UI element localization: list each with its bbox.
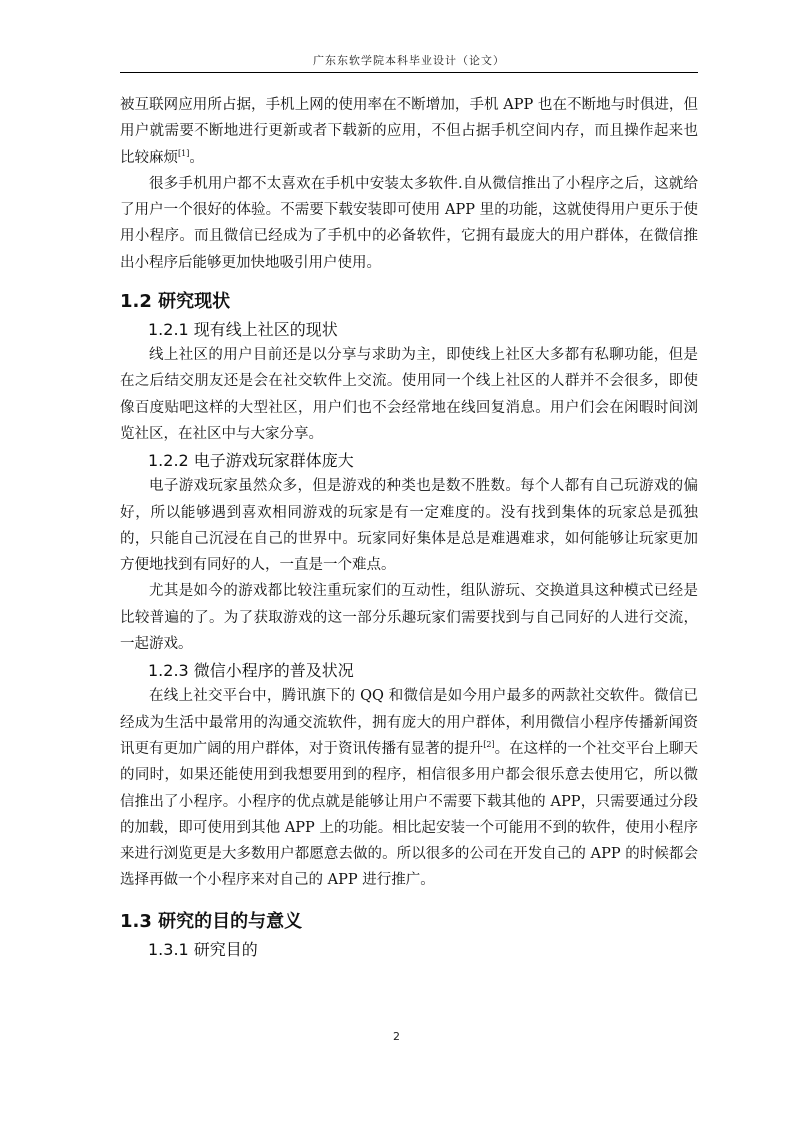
paragraph: 尤其是如今的游戏都比较注重玩家们的互动性，组队游玩、交换道具这种模式已经是比较普遍的了。为了获取游戏的这一部分乐趣玩家们需要找到与自己同好的人进行交流，一起游戏。	[120, 583, 698, 653]
paragraph-text: 在线上社交平台中，腾讯旗下的 QQ 和微信是如今用户最多的两款社交软件。微信已经成为生活中最常用的沟通交流软件，拥有庞大的用户群体，利用微信小程序传播新闻资讯更有更加广阔的用户群体，对于资讯传播有显著的提升	[120, 688, 698, 757]
paragraph-text-cont: 。在这样的一个社交平台上聊天的同时，如果还能使用到我想要用到的程序，相信很多用户都会很乐意去使用它，所以微信推出了小程序。小程序的优点就是能够让用户不需要下载其他的 APP，只需要通过分段的加载，即可使用到其他 APP 上的功能。相比起安装一个可能用不到的软件，使用小程序来进行浏览更是大多数用户都愿意去做的。所以很多的公司在开发自己的 APP 的时候都会选择再做一个小程序来对自己的 APP 进行推广。	[120, 740, 699, 889]
subsection-heading: 1.2.3 微信小程序的普及状况	[148, 661, 354, 681]
citation-ref: [2]	[483, 739, 495, 749]
section-heading: 1.3 研究的目的与意义	[120, 910, 303, 932]
header-rule	[120, 72, 698, 73]
paragraph: 很多手机用户都不太喜欢在手机中安装太多软件.自从微信推出了小程序之后，这就给了用户一个很好的体验。不需要下载安装即可使用 APP 里的功能，这就使得用户更乐于使用小程序。而且微信已经成为了手机中的必备软件，它拥有最庞大的用户群体，在微信推出小程序后能够更加快地吸引用户使用。	[120, 175, 698, 271]
paragraph-text: 被互联网应用所占据，手机上网的使用率在不断增加，手机 APP 也在不断地与时俱进，但用户就需要不断地进行更新或者下载新的应用，不但占据手机空间内存，而且操作起来也比较麻烦	[120, 97, 698, 166]
paragraph: 线上社区的用户目前还是以分享与求助为主，即使线上社区大多都有私聊功能，但是在之后结交朋友还是会在社交软件上交流。使用同一个线上社区的人群并不会很多，即使像百度贴吧这样的大型社区，用户们也不会经常地在线回复消息。用户们会在闲暇时间浏览社区，在社区中与大家分享。	[120, 347, 698, 442]
page-number: 2	[393, 1030, 400, 1043]
subsection-heading: 1.2.1 现有线上社区的现状	[148, 320, 338, 340]
subsection-heading: 1.3.1 研究目的	[148, 939, 258, 959]
section-heading: 1.2 研究现状	[120, 291, 231, 313]
paragraph	[120, 92, 698, 171]
paragraph	[120, 683, 698, 893]
document-body	[120, 92, 698, 962]
citation-ref: [1]	[178, 148, 190, 158]
subsection-heading: 1.2.2 电子游戏玩家群体庞大	[148, 451, 354, 471]
paragraph: 电子游戏玩家虽然众多，但是游戏的种类也是数不胜数。每个人都有自己玩游戏的偏好，所以能够遇到喜欢相同游戏的玩家是有一定难度的。没有找到集体的玩家总是孤独的，只能自己沉浸在自己的世界中。玩家同好集体是总是难遇难求，如何能够让玩家更加方便地找到有同好的人，一直是一个难点。	[120, 478, 698, 574]
page-header: 广东东软学院本科毕业设计（论文）	[313, 54, 505, 67]
paragraph-text-end: 。	[189, 149, 204, 166]
